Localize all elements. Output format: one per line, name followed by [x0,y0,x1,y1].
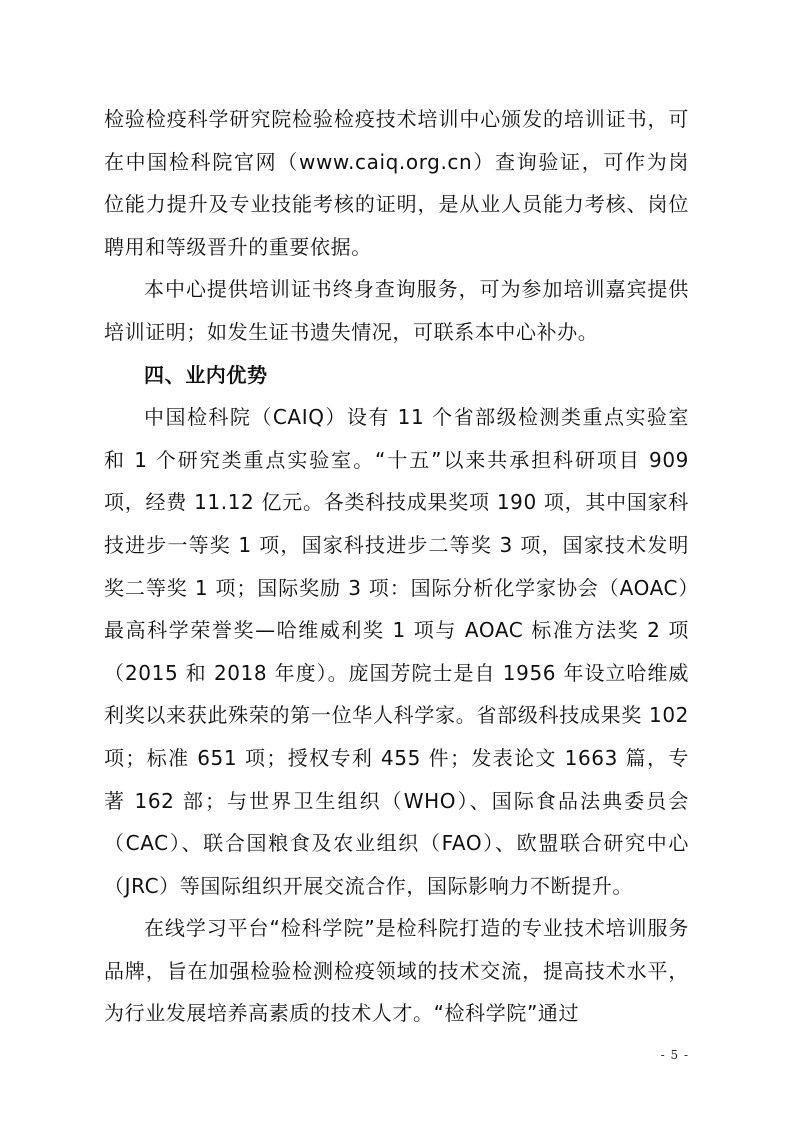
paragraph-online-learning-platform: 在线学习平台“检科学院”是检科院打造的专业技术培训服务品牌，旨在加强检验检测检疫领域的技术交流，提高技术水平，为行业发展培养高素质的技术人才。“检科学院”通过 [104,916,689,1026]
section-heading-industry-advantages: 四、业内优势 [144,362,268,387]
paragraph-caiq-achievements: 中国检科院（CAIQ）设有 11 个省部级检测类重点实验室和 1 个研究类重点实验室。“十五”以来共承担科研项目 909 项，经费 11.12 亿元。各类科技成果奖项 190 项，其中国家科技进步一等奖 1 项，国家科技进步二等奖 3 项，国家技术发明奖二等奖 1 项；国际奖励 3 项：国际分析化学家协会（AOAC）最高科学荣誉奖—哈维威利奖 1 项与 AOAC 标准方法奖 2 项（2015 和 2018 年度）。庞国芳院士是自 1956 年设立哈维威利奖以来获此殊荣的第一位华人科学家。省部级科技成果奖 102 项；标准 651 项；授权专利 455 件；发表论文 1663 篇，专著 162 部；与世界卫生组织（WHO）、国际食品法典委员会（CAC）、联合国粮食及农业组织（FAO）、欧盟联合研究中心（JRC）等国际组织开展交流合作，国际影响力不断提升。 [104,405,689,898]
document-body [104,98,689,1035]
page-number: - 5 - [660,1048,689,1062]
paragraph-certificate-verification: 检验检疫科学研究院检验检疫技术培训中心颁发的培训证书，可在中国检科院官网（www.caiq.org.cn）查询验证，可作为岗位能力提升及专业技能考核的证明，是从业人员能力考核、岗位聘用和等级晋升的重要依据。 [104,107,689,259]
paragraph-certificate-query-service: 本中心提供培训证书终身查询服务，可为参加培训嘉宾提供培训证明；如发生证书遗失情况，可联系本中心补办。 [104,277,689,344]
